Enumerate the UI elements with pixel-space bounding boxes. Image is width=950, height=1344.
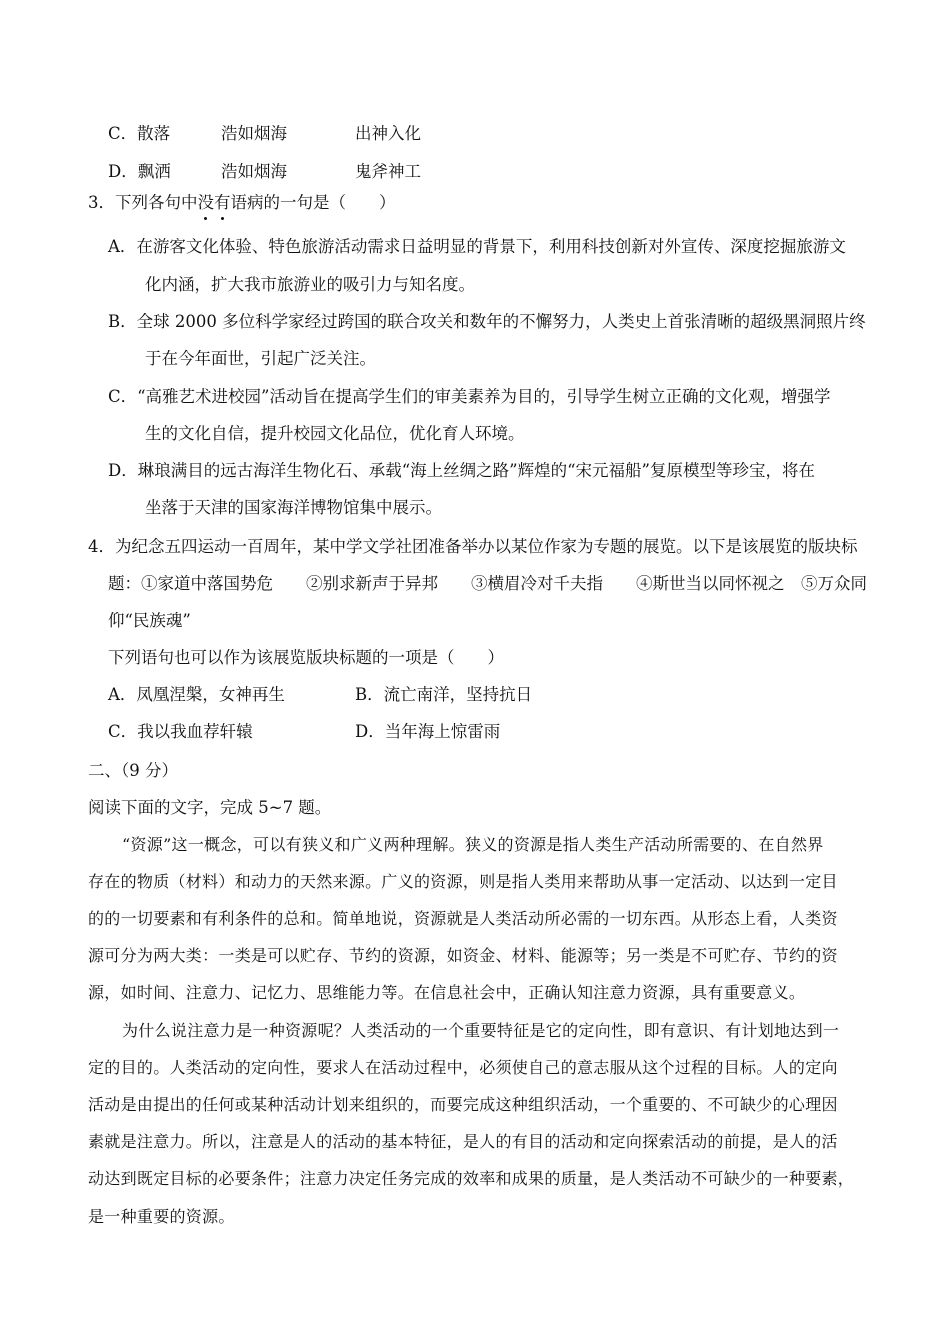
q4-option-a: A．凤凰涅槃，女神再生 bbox=[108, 685, 285, 704]
q4-stem-line1: 4．为纪念五四运动一百周年，某中学文学社团准备举办以某位作家为专题的展览。以下是该展览的版块标 bbox=[88, 537, 858, 556]
q4-option-b: B．流亡南洋，坚持抗日 bbox=[355, 685, 533, 704]
q2-option-c-word3: 出神入化 bbox=[355, 124, 421, 143]
q3-stem-emphasis-1: 没 bbox=[197, 193, 214, 212]
q4-question: 下列语句也可以作为该展览版块标题的一项是（ ） bbox=[108, 648, 504, 667]
passage-line: 活动是由提出的任何或某种活动计划来组织的，而要完成这种组织活动，一个重要的、不可缺少的心理因 bbox=[88, 1095, 838, 1114]
q3-stem-emphasis-2: 有 bbox=[214, 193, 231, 212]
passage-line: 素就是注意力。所以，注意是人的活动的基本特征，是人的有目的活动和定向探索活动的前提，是人的活 bbox=[88, 1132, 838, 1151]
passage-line: 存在的物质（材料）和动力的天然来源。广义的资源，则是指人类用来帮助从事一定活动、以达到一定目 bbox=[88, 872, 838, 891]
q2-option-d-word3: 鬼斧神工 bbox=[355, 162, 421, 181]
q2-option-c-word2: 浩如烟海 bbox=[221, 124, 287, 143]
q4-option-d: D．当年海上惊雷雨 bbox=[355, 722, 501, 741]
passage-line: 源，如时间、注意力、记忆力、思维能力等。在信息社会中，正确认知注意力资源，具有重要意义。 bbox=[88, 983, 806, 1002]
q3-option-b-line2: 于在今年面世，引起广泛关注。 bbox=[145, 349, 376, 368]
passage-line: 定的目的。人类活动的定向性，要求人在活动过程中，必须使自己的意志服从这个过程的目标。人的定向 bbox=[88, 1058, 838, 1077]
passage-line: 源可分为两大类：一类是可以贮存、节约的资源，如资金、材料、能源等；另一类是不可贮存、节约的资 bbox=[88, 946, 838, 965]
q3-option-c-line1: C．“高雅艺术进校园”活动旨在提高学生们的审美素养为目的，引导学生树立正确的文化观，增强学 bbox=[108, 387, 831, 406]
q3-option-a-line2: 化内涵，扩大我市旅游业的吸引力与知名度。 bbox=[145, 275, 475, 294]
q2-option-d-label: D．飘洒 bbox=[108, 162, 171, 181]
q3-option-c-line2: 生的文化自信，提升校园文化品位，优化育人环境。 bbox=[145, 424, 525, 443]
section-instruction: 阅读下面的文字，完成 5~7 题。 bbox=[88, 798, 332, 817]
q4-stem-line2: 题：①家道中落国势危 ②别求新声于异邦 ③横眉冷对千夫指 ④斯世当以同怀视之 ⑤万众同 bbox=[108, 574, 867, 593]
passage-line: “资源”这一概念，可以有狭义和广义两种理解。狭义的资源是指人类生产活动所需要的、在自然界 bbox=[122, 835, 824, 854]
passage-line: 动达到既定目标的必要条件；注意力决定任务完成的效率和成果的质量，是人类活动不可缺少的一种要素， bbox=[88, 1169, 855, 1188]
q4-option-c: C．我以我血荐轩辕 bbox=[108, 722, 253, 741]
passage-line: 是一种重要的资源。 bbox=[88, 1207, 235, 1226]
q4-stem-line3: 仰“民族魂” bbox=[108, 611, 191, 630]
q2-option-c-label: C．散落 bbox=[108, 124, 171, 143]
q3-stem-post: 语病的一句是（ ） bbox=[230, 193, 396, 212]
passage-line: 的的一切要素和有利条件的总和。简单地说，资源就是人类活动所必需的一切东西。从形态上看，人类资 bbox=[88, 909, 838, 928]
q3-option-d-line2: 坐落于天津的国家海洋博物馆集中展示。 bbox=[145, 498, 442, 517]
q2-option-d-word2: 浩如烟海 bbox=[221, 162, 287, 181]
q3-stem-pre: 3．下列各句中 bbox=[88, 193, 198, 212]
passage-line: 为什么说注意力是一种资源呢？人类活动的一个重要特征是它的定向性，即有意识、有计划地达到一 bbox=[122, 1021, 840, 1040]
q3-option-a-line1: A．在游客文化体验、特色旅游活动需求日益明显的背景下，利用科技创新对外宣传、深度挖掘旅游文 bbox=[108, 237, 846, 256]
q3-option-b-line1: B．全球 2000 多位科学家经过跨国的联合攻关和数年的不懈努力，人类史上首张清晰的超级黑洞照片终 bbox=[108, 312, 866, 331]
q3-option-d-line1: D．琳琅满目的远古海洋生物化石、承载“海上丝绸之路”辉煌的“宋元福船”复原模型等珍宝，将在 bbox=[108, 461, 815, 480]
section-heading: 二、（9 分） bbox=[88, 761, 178, 780]
q3-stem bbox=[88, 192, 396, 214]
